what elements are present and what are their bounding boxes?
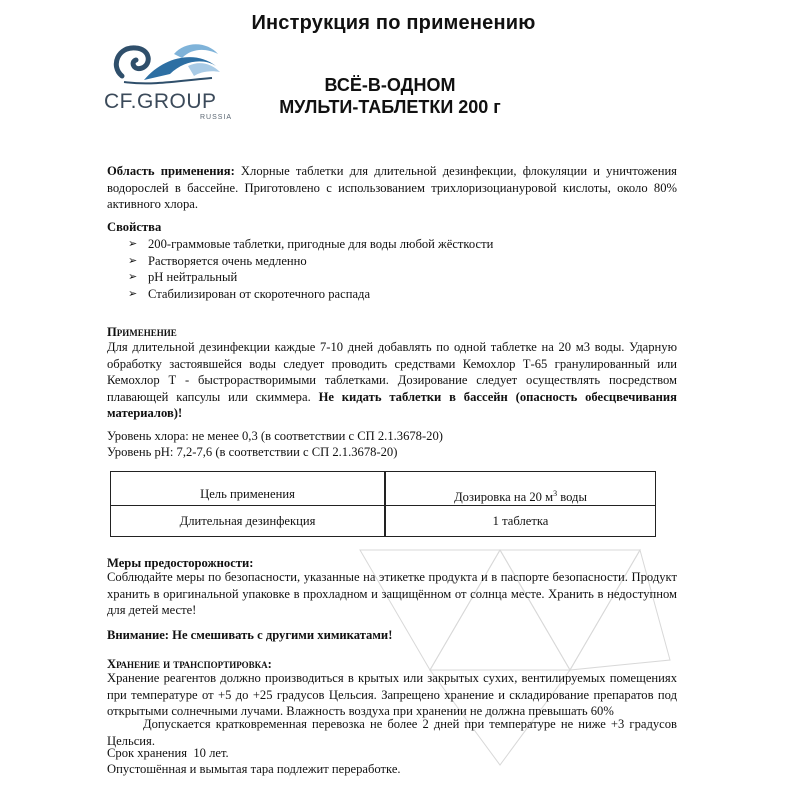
list-item-text: pH нейтральный (148, 270, 238, 284)
header-dose-suffix: воды (557, 490, 587, 505)
logo-wordmark: CF.GROUP (104, 90, 217, 113)
list-item (128, 269, 548, 286)
storage-paragraph: Хранение реагентов должно производиться в крытых или закрытых сухих, вентилируемых помещениях при температуре от +5 до +25 градусов Цельсия. Запрещено хранение и складирование препаратов под открытыми солнечными лучами. Влажность воздуха при хранении не должна превышать 60% (107, 671, 677, 718)
table-header-row (111, 472, 655, 506)
arrow-bullet-icon: ➢ (128, 287, 138, 300)
usage-text: Для длительной дезинфекции каждые 7-10 дней добавлять по одной таблетке на 20 м3 воды. Ударную обработку застоявшейся воды следует проводить средствами Кемохлор Т-65 гранулированный или Кемохлор Т - быстрорастворимыми таблетками. Дозирование следует осуществлять посредством плавающей капсулы или скиммера. (107, 340, 677, 404)
product-title-line1: ВСЁ-В-ОДНОМ (324, 75, 456, 95)
brand-logo (104, 36, 234, 126)
arrow-bullet-icon: ➢ (128, 271, 138, 283)
list-item-text: Растворяется очень медленно (148, 253, 307, 268)
usage-heading-text: Применение (107, 325, 177, 339)
usage-warning-text: Не кидать таблетки в бассейн (опасность обесцвечивания материалов)! (107, 389, 677, 420)
list-item-text: Стабилизирован от скоротечного распада (148, 286, 371, 301)
dosage-table (110, 471, 656, 537)
cell-dose: 1 таблетка (492, 514, 549, 528)
properties-heading-text: Свойства (107, 220, 162, 234)
transport-paragraph: Допускается кратковременная перевозка не более 2 дней при температуре не ниже +3 градусов Цельсия. (107, 717, 677, 748)
scope-text: Хлорные таблетки для длительной дезинфекции, флокуляции и уничтожения водорослей в бассейне. Приготовлено с использованием трихлоризоциануровой кислоты, около 80% активного хлора. (107, 164, 677, 211)
usage-paragraph (107, 339, 677, 422)
warning-text (107, 627, 677, 644)
wave-dolphin-icon (104, 36, 234, 92)
product-title (240, 74, 540, 118)
shelf-life: Срок хранения 10 лет. (107, 746, 229, 760)
arrow-bullet-icon: ➢ (128, 254, 138, 267)
chlorine-level: Уровень хлора: не менее 0,3 (в соответствии с СП 2.1.3678-20) (107, 429, 443, 443)
header-purpose: Цель применения (200, 487, 295, 501)
page-title: Инструкция по применению (251, 12, 536, 34)
header-dose (384, 480, 657, 505)
header-dose-text: Дозировка на 20 м (454, 490, 554, 505)
warning-text-bold: Внимание: Не смешивать с другими химикатами! (107, 628, 393, 642)
product-title-line2: МУЛЬТИ-ТАБЛЕТКИ 200 г (279, 97, 501, 117)
header-dose-sup: 3 (553, 489, 558, 498)
scope-paragraph (107, 163, 677, 213)
properties-heading (107, 219, 677, 236)
table-row (111, 505, 655, 538)
storage-heading-text: Хранение и транспортировка: (107, 657, 272, 671)
precautions-heading-text: Меры предосторожности: (107, 556, 254, 570)
list-item (128, 286, 548, 303)
list-item (128, 253, 548, 270)
logo-subtitle: RUSSIA (200, 114, 233, 121)
scope-label: Область применения: (107, 164, 235, 178)
list-item (128, 236, 548, 253)
properties-list (128, 236, 548, 302)
arrow-bullet-icon: ➢ (128, 238, 138, 250)
precautions-paragraph: Соблюдайте меры по безопасности, указанные на этикетке продукта и в паспорте безопасности. Продукт хранить в оригинальной упаковке в прохладном и защищённом от солнца месте. Хранить в недоступном для детей месте! (107, 570, 677, 617)
list-item-text: 200-граммовые таблетки, пригодные для воды любой жёсткости (148, 237, 494, 251)
cell-purpose: Длительная дезинфекция (179, 514, 316, 528)
disposal-note: Опустошённая и вымытая тара подлежит переработке. (107, 762, 401, 776)
ph-level: Уровень pH: 7,2-7,6 (в соответствии с СП 2.1.3678-20) (107, 445, 398, 459)
table-divider (384, 472, 386, 536)
